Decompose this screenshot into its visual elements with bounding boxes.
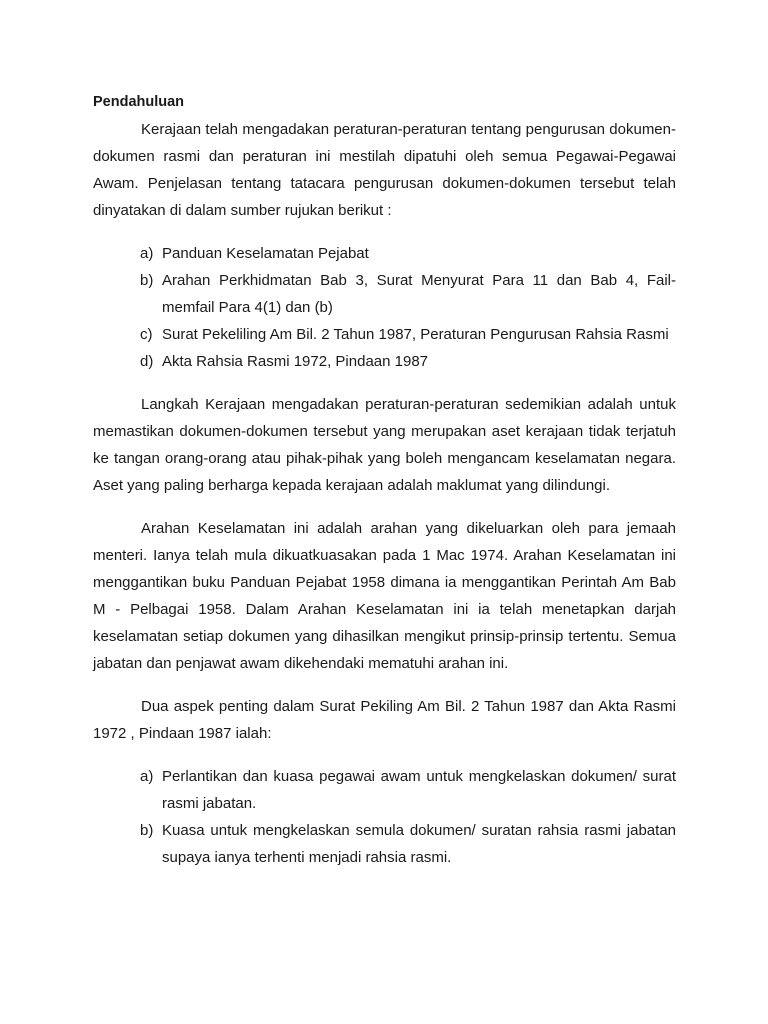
list-marker: c) bbox=[140, 326, 153, 343]
list-item bbox=[93, 321, 676, 348]
list-marker: d) bbox=[140, 353, 154, 370]
spacer bbox=[93, 375, 676, 391]
aspects-list bbox=[93, 763, 676, 871]
list-item bbox=[93, 348, 676, 375]
list-item-text: Surat Pekeliling Am Bil. 2 Tahun 1987, Peraturan Pengurusan Rahsia Rasmi bbox=[162, 326, 669, 343]
document-body bbox=[93, 90, 676, 871]
list-item bbox=[93, 817, 676, 871]
list-marker: a) bbox=[140, 768, 154, 785]
list-item bbox=[93, 240, 676, 267]
list-item bbox=[93, 267, 676, 321]
list-item-text: Akta Rahsia Rasmi 1972, Pindaan 1987 bbox=[162, 353, 429, 370]
spacer bbox=[93, 747, 676, 763]
spacer bbox=[93, 677, 676, 693]
body-paragraph: Arahan Keselamatan ini adalah arahan yang dikeluarkan oleh para jemaah menteri. Ianya telah mula dikuatkuasakan pada 1 Mac 1974. Arahan Keselamatan ini menggantikan buku Panduan Pejabat 1958 dimana ia menggantikan Perintah Am Bab M - Pelbagai 1958. Dalam Arahan Keselamatan ini ia telah menetapkan darjah keselamatan setiap dokumen yang dihasilkan mengikut prinsip-prinsip tertentu. Semua jabatan dan penjawat awam dikehendaki mematuhi arahan ini. bbox=[93, 520, 676, 672]
sources-list bbox=[93, 240, 676, 375]
list-item-text: Panduan Keselamatan Pejabat bbox=[162, 245, 369, 262]
intro-paragraph: Kerajaan telah mengadakan peraturan-peraturan tentang pengurusan dokumen-dokumen rasmi dan peraturan ini mestilah dipatuhi oleh semua Pegawai-Pegawai Awam. Penjelasan tentang tatacara pengurusan dokumen-dokumen tersebut telah dinyatakan di dalam sumber rujukan berikut : bbox=[93, 121, 676, 219]
body-paragraph: Langkah Kerajaan mengadakan peraturan-peraturan sedemikian adalah untuk memastikan dokumen-dokumen tersebut yang merupakan aset kerajaan tidak terjatuh ke tangan orang-orang atau pihak-pihak yang boleh mengancam keselamatan negara. Aset yang paling berharga kepada kerajaan adalah maklumat yang dilindungi. bbox=[93, 396, 676, 494]
list-item-text: Kuasa untuk mengkelaskan semula dokumen/ suratan rahsia rasmi jabatan supaya ianya terhenti menjadi rahsia rasmi. bbox=[162, 822, 676, 866]
list-item bbox=[93, 763, 676, 817]
spacer bbox=[93, 499, 676, 515]
list-marker: a) bbox=[140, 245, 154, 262]
list-item-text: Arahan Perkhidmatan Bab 3, Surat Menyurat Para 11 dan Bab 4, Fail-memfail Para 4(1) dan (b) bbox=[162, 272, 676, 316]
list-item-text: Perlantikan dan kuasa pegawai awam untuk mengkelaskan dokumen/ surat rasmi jabatan. bbox=[162, 768, 676, 812]
list-marker: b) bbox=[140, 272, 154, 289]
section-heading: Pendahuluan bbox=[93, 94, 185, 110]
spacer bbox=[93, 224, 676, 240]
body-paragraph: Dua aspek penting dalam Surat Pekiling Am Bil. 2 Tahun 1987 dan Akta Rasmi 1972 , Pindaan 1987 ialah: bbox=[93, 698, 676, 742]
list-marker: b) bbox=[140, 822, 154, 839]
